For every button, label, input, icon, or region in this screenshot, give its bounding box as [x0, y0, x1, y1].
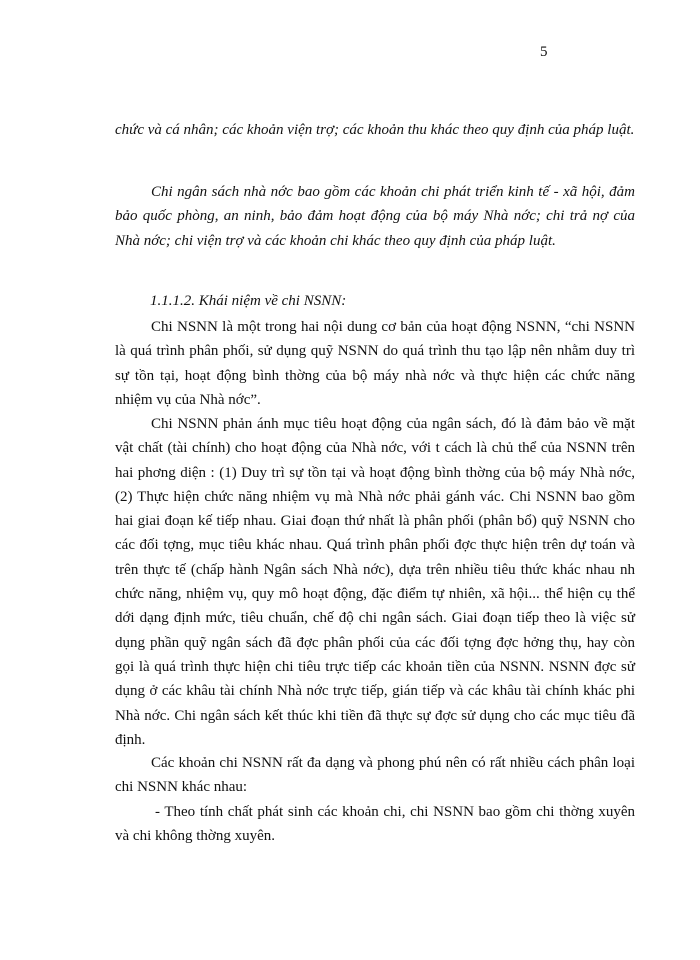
page-number: 5: [540, 44, 548, 60]
paragraph-definition: Chi NSNN là một trong hai nội dung cơ bản của hoạt động NSNN, “chi NSNN là quá trình phân phối, sử dụng quỹ NSNN do quá trình thu tạo lập nên nhằm duy trì sự tồn tại, hoạt động bình thờng của bộ máy nhà nớc và thực hiện các chức năng nhiệm vụ của Nhà nớc”.: [115, 319, 635, 408]
paragraph-purpose: Chi NSNN phản ánh mục tiêu hoạt động của ngân sách, đó là đảm bảo về mặt vật chất (tài chính) cho hoạt động của Nhà nớc, với t cách là chủ thể của NSNN trên hai phơng diện : (1) Duy trì sự tồn tại và hoạt động bình thờng của bộ máy Nhà nớc, (2) Thực hiện chức năng nhiệm vụ mà Nhà nớc phải gánh vác. Chi NSNN bao gồm hai giai đoạn kế tiếp nhau. Giai đoạn thứ nhất là phân phối (phân bổ) quỹ NSNN cho các đối tợng, mục tiêu khác nhau. Quá trình phân phối đợc thực hiện trên dự toán và trên thực tế (chấp hành Ngân sách Nhà nớc), dựa trên nhiều tiêu thức khác nhau nh chức năng, nhiệm vụ, quy mô hoạt động, đặc điểm tự nhiên, xã hội... thể hiện cụ thể dới dạng định mức, tiêu chuẩn, chế độ chi ngân sách. Giai đoạn tiếp theo là việc sử dụng phần quỹ ngân sách đã đợc phân phối của các đối tợng đợc hởng thụ, hay còn gọi là quá trình thực hiện chi tiêu trực tiếp các khoản tiền của NSNN. NSNN đợc sử dụng ở các khâu tài chính Nhà nớc trực tiếp, gián tiếp và các khâu tài chính khác phi Nhà nớc. Chi ngân sách kết thúc khi tiền đã thực sự đợc sử dụng cho các mục tiêu đã định.: [115, 416, 635, 748]
paragraph-bullet-nature: - Theo tính chất phát sinh các khoản chi, chi NSNN bao gồm chi thờng xuyên và chi không thờng xuyên.: [115, 804, 635, 845]
paragraph-expenditure-scope: Chi ngân sách nhà nớc bao gồm các khoản chi phát triển kinh tế - xã hội, đảm bảo quốc phòng, an ninh, bảo đảm hoạt động của bộ máy Nhà nớc; chi trả nợ của Nhà nớc; chi viện trợ và các khoản chi khác theo quy định của pháp luật.: [115, 184, 635, 249]
paragraph-revenue-end: chức và cá nhân; các khoản viện trợ; các khoản thu khác theo quy định của pháp luật.: [115, 122, 635, 138]
paragraph-classification: Các khoản chi NSNN rất đa dạng và phong phú nên có rất nhiều cách phân loại chi NSNN khác nhau:: [115, 755, 635, 796]
section-heading: 1.1.1.2. Khái niệm về chi NSNN:: [150, 293, 347, 309]
